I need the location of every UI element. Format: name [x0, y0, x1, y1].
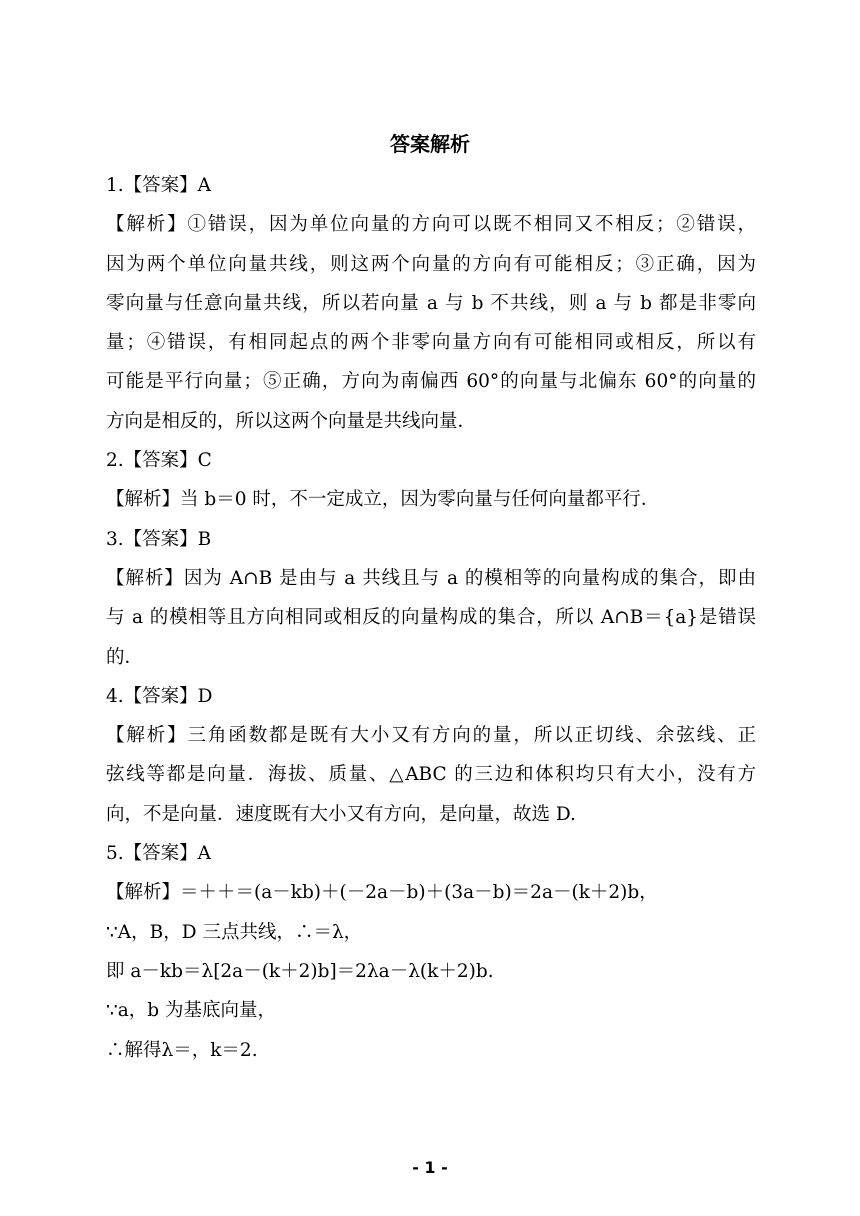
- answer-4-heading: 4.【答案】D: [106, 685, 213, 707]
- explanation-line: 【解析】①错误，因为单位向量的方向可以既不相同又不相反；②错误，: [106, 214, 756, 236]
- explanation-line: ∴解得λ＝，k＝2.: [106, 1039, 258, 1061]
- explanation-line: 向，不是向量．速度既有大小又有方向，是向量，故选 D.: [106, 803, 576, 825]
- page-number: - 1 -: [412, 1158, 448, 1177]
- explanation-line: 【解析】因为 A∩B 是由与 a 共线且与 a 的模相等的向量构成的集合，即由: [106, 567, 756, 589]
- explanation-line: 弦线等都是向量．海拔、质量、△ABC 的三边和体积均只有大小，没有方: [106, 764, 756, 786]
- explanation-line: ∵A，B，D 三点共线，∴＝λ，: [106, 921, 363, 943]
- explanation-line: 【解析】三角函数都是既有大小又有方向的量，所以正切线、余弦线、正: [106, 725, 756, 747]
- explanation-line: ∵a，b 为基底向量，: [106, 1000, 277, 1022]
- explanation-line: 即 a－kb＝λ[2a－(k＋2)b]＝2λa－λ(k＋2)b.: [106, 960, 494, 982]
- explanation-line: 量；④错误，有相同起点的两个非零向量方向有可能相同或相反，所以有: [106, 332, 756, 354]
- explanation-line: 零向量与任意向量共线，所以若向量 a 与 b 不共线，则 a 与 b 都是非零向: [106, 292, 756, 314]
- explanation-line: 可能是平行向量；⑤正确，方向为南偏西 60°的向量与北偏东 60°的向量的: [106, 371, 756, 393]
- answer-1-heading: 1.【答案】A: [106, 175, 212, 196]
- explanation-line: 的．: [106, 646, 144, 668]
- answer-5-heading: 5.【答案】A: [106, 843, 212, 865]
- answer-content: [106, 166, 756, 1070]
- explanation-line: 与 a 的模相等且方向相同或相反的向量构成的集合，所以 A∩B＝{a}是错误: [106, 607, 756, 629]
- answer-3-heading: 3.【答案】B: [106, 528, 212, 550]
- page-title: 答案解析: [390, 132, 470, 156]
- answer-2-heading: 2.【答案】C: [106, 450, 212, 472]
- explanation-line: 方向是相反的，所以这两个向量是共线向量．: [106, 410, 477, 432]
- explanation-line: 因为两个单位向量共线，则这两个向量的方向有可能相反；③正确，因为: [106, 253, 756, 275]
- explanation-line: 【解析】当 b＝0 时，不一定成立，因为零向量与任何向量都平行．: [106, 489, 660, 511]
- explanation-line: 【解析】＝＋＋＝(a－kb)＋(－2a－b)＋(3a－b)＝2a－(k＋2)b，: [106, 882, 658, 904]
